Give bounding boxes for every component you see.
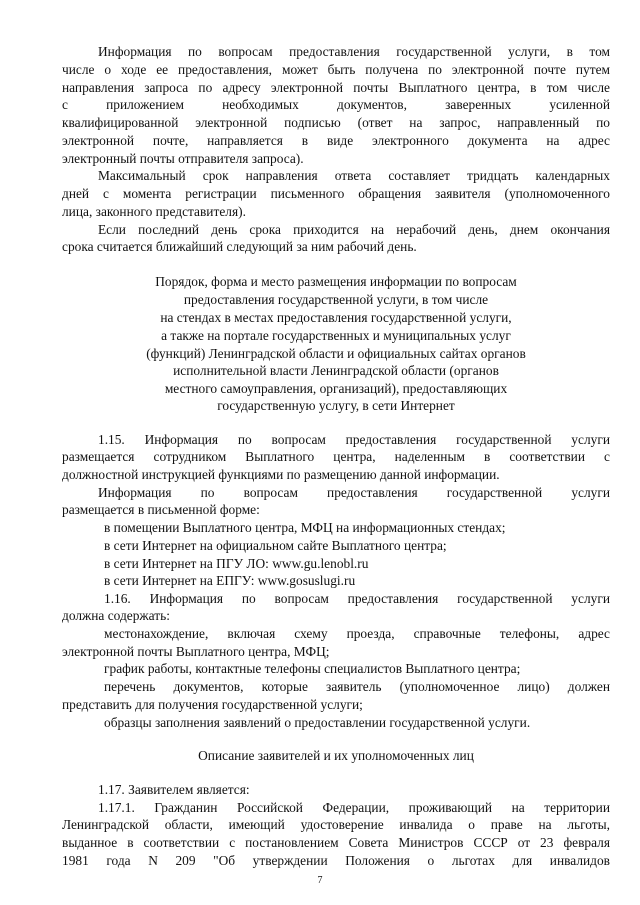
paragraph-line: выданное в соответствии с постановлением Совета Министров СССР от 23 февраля <box>62 835 610 850</box>
section-heading-line: Описание заявителей и их уполномоченных лиц <box>198 748 474 763</box>
paragraph-line: Ленинградской области, имеющий удостоверение инвалида о праве на льготы, <box>62 817 610 832</box>
section-heading-line: государственную услугу, в сети Интернет <box>217 398 455 413</box>
paragraph-line: с приложением необходимых документов, заверенных усиленной <box>62 97 610 112</box>
paragraph-line: Информация по вопросам предоставления государственной услуги, в том <box>98 44 610 59</box>
paragraph-line: должностной инструкцией функциями по размещению данной информации. <box>62 467 500 482</box>
list-item: график работы, контактные телефоны специалистов Выплатного центра; <box>104 661 521 676</box>
paragraph-line: 1.17. Заявителем является: <box>98 782 250 797</box>
section-heading-line: а также на портале государственных и муниципальных услуг <box>161 328 511 343</box>
paragraph-line: электронный почты отправителя запроса). <box>62 151 304 166</box>
paragraph-line: срока считается ближайший следующий за ним рабочий день. <box>62 239 417 254</box>
list-item: местонахождение, включая схему проезда, справочные телефоны, адрес <box>104 626 610 641</box>
section-heading-line: на стендах в местах предоставления государственной услуги, <box>160 310 512 325</box>
section-heading-line: (функций) Ленинградской области и официальных сайтах органов <box>146 346 526 361</box>
section-heading-line: Порядок, форма и место размещения информации по вопросам <box>155 274 517 289</box>
paragraph-line: 1.17.1. Гражданин Российской Федерации, проживающий на территории <box>98 800 610 815</box>
list-item: перечень документов, которые заявитель (уполномоченное лицо) должен <box>104 679 610 694</box>
list-item: образцы заполнения заявлений о предоставлении государственной услуги. <box>104 715 531 730</box>
paragraph-line: должна содержать: <box>62 608 170 623</box>
paragraph-line: Информация по вопросам предоставления государственной услуги <box>98 485 610 500</box>
section-heading-line: исполнительной власти Ленинградской области (органов <box>173 363 499 378</box>
paragraph-line: Если последний день срока приходится на нерабочий день, днем окончания <box>98 222 610 237</box>
section-heading-line: местного самоуправления, организаций), предоставляющих <box>164 381 508 396</box>
paragraph-line: размещается сотрудником Выплатного центра, наделенным в соответствии с <box>62 449 610 464</box>
list-item: в сети Интернет на официальном сайте Выплатного центра; <box>104 538 447 553</box>
paragraph-line: 1981 года N 209 "Об утверждении Положения о льготах для инвалидов <box>62 853 610 868</box>
paragraph-line: числе о ходе ее предоставления, может быть получена по электронной почте путем <box>62 62 610 77</box>
list-item-continued: электронной почты Выплатного центра, МФЦ; <box>62 644 330 659</box>
paragraph-line: 1.16. Информация по вопросам предоставления государственной услуги <box>104 591 610 606</box>
section-heading-line: предоставления государственной услуги, в том числе <box>183 292 489 307</box>
list-item: в сети Интернет на ЕПГУ: www.gosuslugi.ru <box>104 573 356 588</box>
paragraph-line: электронной почте, направляется в виде электронного документа на адрес <box>62 133 610 148</box>
paragraph-line: направления запроса по адресу электронной почты Выплатного центра, в том числе <box>62 80 610 95</box>
list-item: в сети Интернет на ПГУ ЛО: www.gu.lenobl.ru <box>104 556 369 571</box>
paragraph-line: 1.15. Информация по вопросам предоставления государственной услуги <box>98 432 610 447</box>
paragraph-line: лица, законного представителя). <box>62 204 246 219</box>
paragraph-line: квалифицированной электронной подписью (ответ на запрос, направленный по <box>62 115 610 130</box>
list-item: в помещении Выплатного центра, МФЦ на информационных стендах; <box>104 520 506 535</box>
paragraph-line: размещается в письменной форме: <box>62 502 260 517</box>
paragraph-line: дней с момента регистрации письменного обращения заявителя (уполномоченного <box>62 186 610 201</box>
page-number: 7 <box>317 875 323 886</box>
list-item-continued: представить для получения государственной услуги; <box>62 697 363 712</box>
paragraph-line: Максимальный срок направления ответа составляет тридцать календарных <box>98 168 610 183</box>
